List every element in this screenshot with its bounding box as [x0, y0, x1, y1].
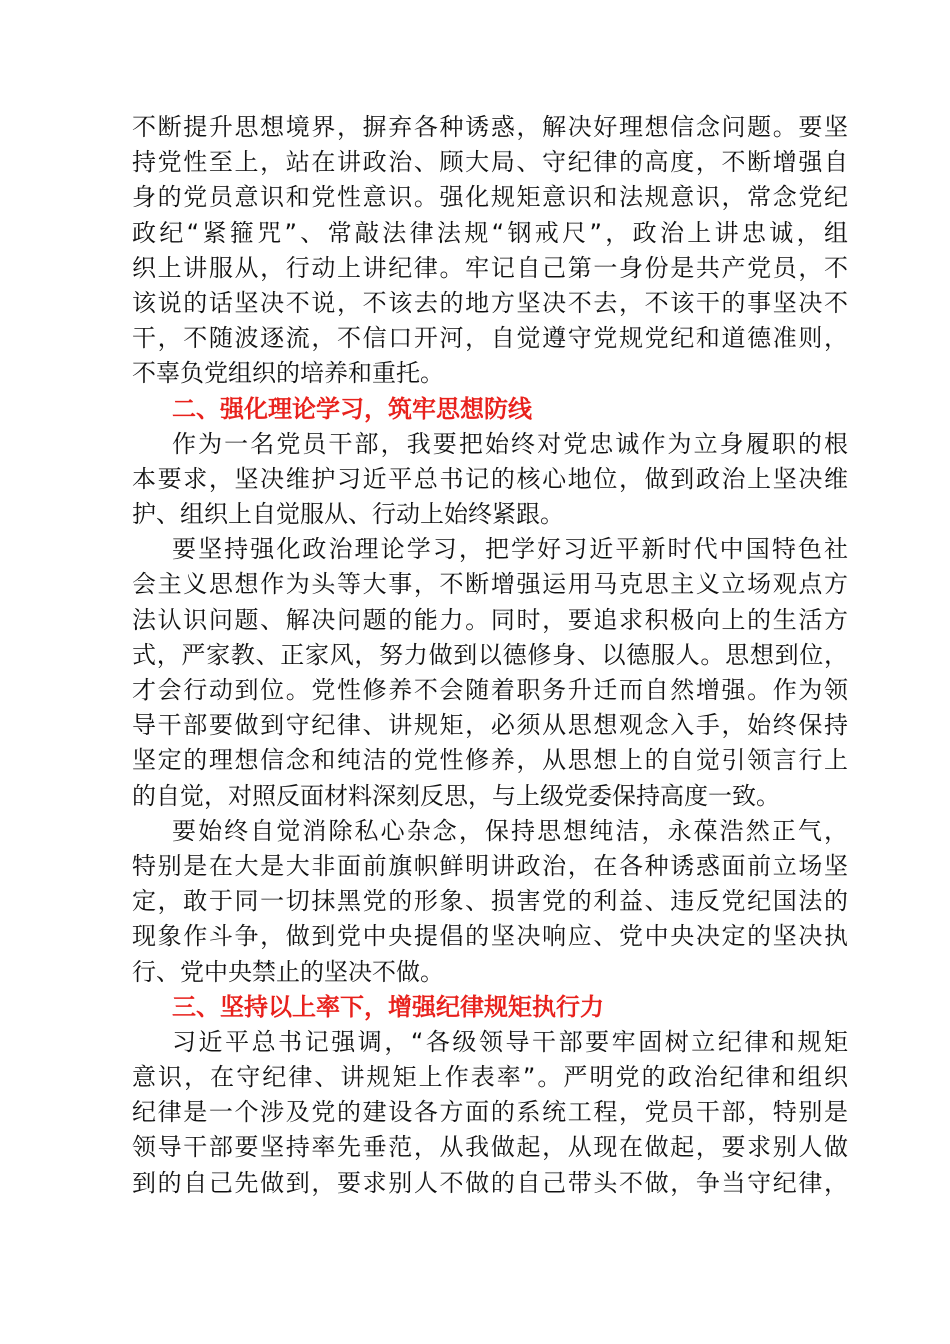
paragraph-theory-study — [132, 532, 848, 814]
text-line: 纪律是一个涉及党的建设各方面的系统工程，党员干部，特别是 — [132, 1098, 848, 1127]
text-line: 要坚持强化政治理论学习，把学好习近平新时代中国特色社 — [172, 535, 848, 564]
text-line: 织上讲服从，行动上讲纪律。牢记自己第一身份是共产党员，不 — [132, 253, 848, 282]
text-line: 该说的话坚决不说，不该去的地方坚决不去，不该干的事坚决不 — [132, 288, 848, 317]
text-line: 护、组织上自觉服从、行动上始终紧跟。 — [132, 500, 564, 529]
text-line: 领导干部要坚持率先垂范，从我做起，从现在做起，要求别人做 — [132, 1133, 848, 1162]
paragraph-lead-by-example — [132, 1025, 848, 1201]
text-line: 到的自己先做到，要求别人不做的自己带头不做，争当守纪律， — [132, 1168, 848, 1197]
text-line: 导干部要做到守纪律、讲规矩，必须从思想观念入手，始终保持 — [132, 711, 848, 740]
section-heading-3: 三、坚持以上率下，增强纪律规矩执行力 — [172, 992, 604, 1021]
text-line: 习近平总书记强调，“各级领导干部要牢固树立纪律和规矩 — [172, 1027, 848, 1056]
paragraph-loyalty — [132, 427, 848, 533]
text-line: 作为一名党员干部，我要把始终对党忠诚作为立身履职的根 — [172, 429, 848, 458]
text-line: 式，严家教、正家风，努力做到以德修身、以德服人。思想到位， — [132, 640, 848, 669]
text-line: 意识，在守纪律、讲规矩上作表率”。严明党的政治纪律和组织 — [132, 1063, 848, 1092]
text-line: 不断提升思想境界，摒弃各种诱惑，解决好理想信念问题。要坚 — [132, 113, 848, 141]
text-line: 不辜负党组织的培养和重托。 — [132, 359, 444, 388]
text-line: 坚定的理想信念和纯洁的党性修养，从思想上的自觉引领言行上 — [132, 746, 848, 775]
text-line: 行、党中央禁止的坚决不做。 — [132, 957, 444, 986]
paragraph-continued-intro — [132, 110, 848, 392]
text-line: 政纪“紧箍咒”、常敲法律法规“钢戒尺”，政治上讲忠诚，组 — [132, 218, 848, 247]
text-line: 才会行动到位。党性修养不会随着职务升迁而自然增强。作为领 — [132, 676, 848, 704]
text-line: 干，不随波逐流，不信口开河，自觉遵守党规党纪和道德准则， — [132, 324, 848, 353]
text-line: 持党性至上，站在讲政治、顾大局、守纪律的高度，不断增强自 — [132, 148, 848, 177]
text-line: 要始终自觉消除私心杂念，保持思想纯洁，永葆浩然正气， — [172, 816, 848, 845]
text-line: 本要求，坚决维护习近平总书记的核心地位，做到政治上坚决维 — [132, 464, 848, 493]
text-line: 法认识问题、解决问题的能力。同时，要追求积极向上的生活方 — [132, 605, 848, 634]
text-line: 特别是在大是大非面前旗帜鲜明讲政治，在各种诱惑面前立场坚 — [132, 851, 848, 880]
paragraph-purity — [132, 814, 848, 990]
section-heading-2: 二、强化理论学习，筑牢思想防线 — [172, 394, 532, 423]
text-line: 定，敢于同一切抹黑党的形象、损害党的利益、违反党纪国法的 — [132, 887, 848, 916]
text-line: 会主义思想作为头等大事，不断增强运用马克思主义立场观点方 — [132, 570, 848, 599]
text-line: 现象作斗争，做到党中央提倡的坚决响应、党中央决定的坚决执 — [132, 922, 848, 951]
document-page — [132, 110, 848, 1201]
text-line: 的自觉，对照反面材料深刻反思，与上级党委保持高度一致。 — [132, 781, 780, 810]
text-line: 身的党员意识和党性意识。强化规矩意识和法规意识，常念党纪 — [132, 183, 848, 212]
